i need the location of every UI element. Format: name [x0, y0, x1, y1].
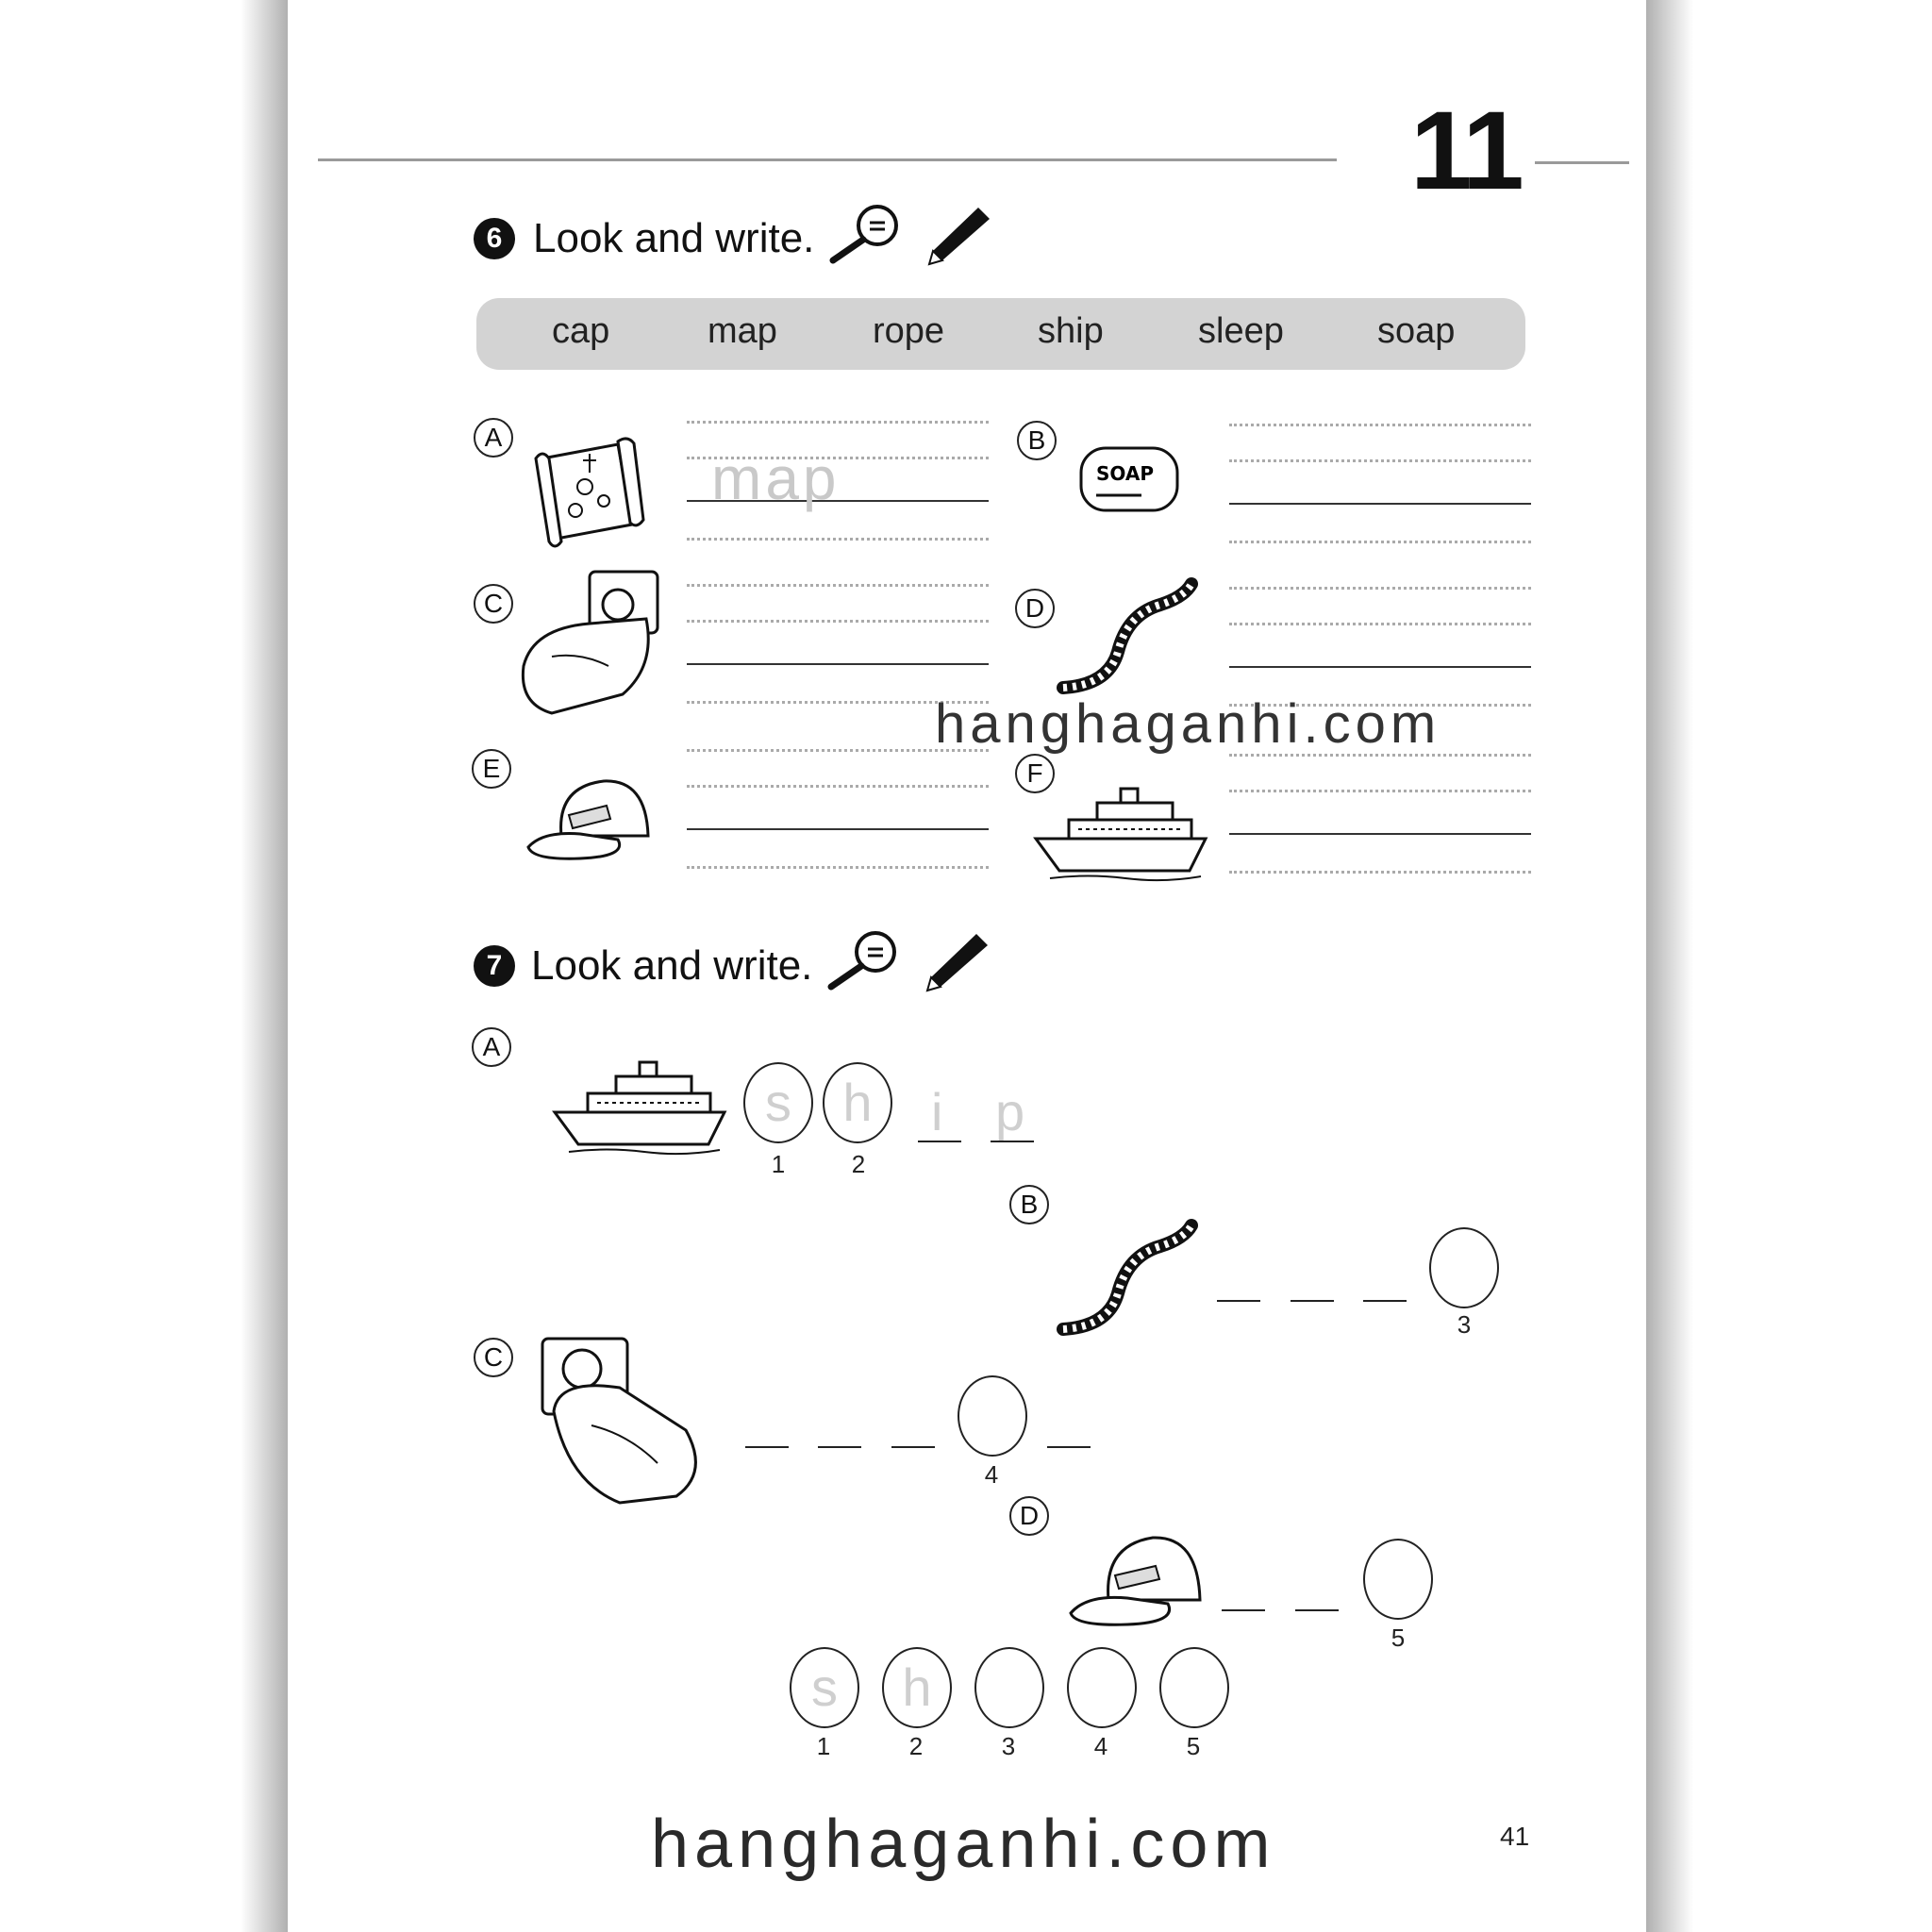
write-line-b[interactable] [1229, 424, 1531, 546]
letter-circle[interactable] [1429, 1227, 1499, 1308]
write-line-f[interactable] [1229, 754, 1531, 876]
watermark-text: hanghaganhi.com [935, 693, 1441, 755]
exercise-6-number: 6 [474, 218, 515, 259]
letter-circle[interactable] [958, 1375, 1027, 1457]
page-number: 41 [1500, 1822, 1530, 1851]
answer-blank[interactable] [1291, 1300, 1334, 1302]
item-letter: A [474, 418, 513, 458]
magnifier-icon [824, 928, 908, 994]
answer-blank[interactable] [891, 1446, 935, 1448]
traced-letter: i [931, 1082, 943, 1141]
worksheet-page [288, 6, 1646, 1926]
answer-blank[interactable] [1363, 1300, 1407, 1302]
item-letter: B [1017, 421, 1057, 460]
answer-blank[interactable] [1047, 1446, 1091, 1448]
circle-number: 4 [1093, 1732, 1108, 1760]
watermark-text: hanghaganhi.com [651, 1807, 1276, 1882]
write-line-a[interactable] [687, 421, 989, 543]
soap-label: SOAP [1096, 462, 1155, 485]
write-line-d[interactable] [1229, 587, 1531, 709]
answer-blank[interactable] [991, 1141, 1034, 1142]
rope-icon [1052, 1218, 1203, 1341]
item-letter: A [472, 1027, 511, 1067]
sleep-icon [514, 562, 665, 718]
word-bank [476, 298, 1525, 370]
item-letter: D [1009, 1496, 1049, 1536]
letter-circle[interactable]: h [823, 1062, 892, 1143]
write-line-c[interactable] [687, 584, 989, 707]
ship-icon [1031, 784, 1220, 888]
word-bank-item: cap [552, 311, 610, 351]
magnifier-icon [825, 202, 910, 268]
header-rule-right [1535, 161, 1629, 164]
ship-icon [550, 1058, 739, 1166]
letter-circle[interactable]: s [743, 1062, 813, 1143]
exercise-7-number: 7 [474, 945, 515, 987]
circle-number: 2 [851, 1150, 866, 1178]
page-shadow-right [1646, 0, 1693, 1932]
item-letter: E [472, 749, 511, 789]
circle-number: 1 [771, 1150, 786, 1178]
item-letter: C [474, 584, 513, 624]
letter-circle[interactable] [1363, 1539, 1433, 1620]
traced-word: map [711, 444, 841, 512]
answer-circle[interactable] [1159, 1647, 1229, 1728]
circle-number: 4 [984, 1460, 999, 1489]
answer-circle[interactable] [1067, 1647, 1137, 1728]
answer-circle[interactable]: h [882, 1647, 952, 1728]
page-shadow-left [241, 0, 288, 1932]
cap-icon [524, 770, 656, 864]
traced-letter: p [995, 1082, 1025, 1141]
unit-number: 11 [1410, 89, 1521, 213]
circle-number: 2 [908, 1732, 924, 1760]
word-bank-item: sleep [1198, 311, 1284, 351]
exercise-7-instruction: Look and write. [531, 942, 813, 989]
circle-number: 3 [1001, 1732, 1016, 1760]
answer-blank[interactable] [918, 1141, 961, 1142]
circle-number: 5 [1186, 1732, 1201, 1760]
item-letter: B [1009, 1185, 1049, 1224]
answer-blank[interactable] [1217, 1300, 1260, 1302]
answer-circle[interactable]: s [790, 1647, 859, 1728]
word-bank-item: ship [1038, 311, 1104, 351]
answer-blank[interactable] [818, 1446, 861, 1448]
rope-icon [1052, 576, 1203, 699]
answer-blank[interactable] [1222, 1609, 1265, 1611]
soap-icon [1075, 435, 1184, 525]
pencil-icon [918, 928, 993, 994]
answer-blank[interactable] [1295, 1609, 1339, 1611]
circle-number: 1 [816, 1732, 831, 1760]
sleep-icon [535, 1331, 714, 1510]
answer-circle[interactable] [974, 1647, 1044, 1728]
item-letter: C [474, 1338, 513, 1377]
answer-blank[interactable] [745, 1446, 789, 1448]
item-letter: F [1015, 754, 1055, 793]
pencil-icon [920, 202, 995, 268]
circle-number: 3 [1457, 1310, 1472, 1339]
circle-number: 5 [1391, 1624, 1406, 1652]
write-line-e[interactable] [687, 749, 989, 872]
item-letter: D [1015, 589, 1055, 628]
word-bank-item: map [708, 311, 777, 351]
cap-icon [1066, 1526, 1208, 1630]
map-icon [528, 430, 651, 553]
exercise-6-instruction: Look and write. [533, 215, 815, 261]
word-bank-item: rope [873, 311, 945, 351]
header-rule [318, 158, 1337, 161]
word-bank-item: soap [1377, 311, 1456, 351]
